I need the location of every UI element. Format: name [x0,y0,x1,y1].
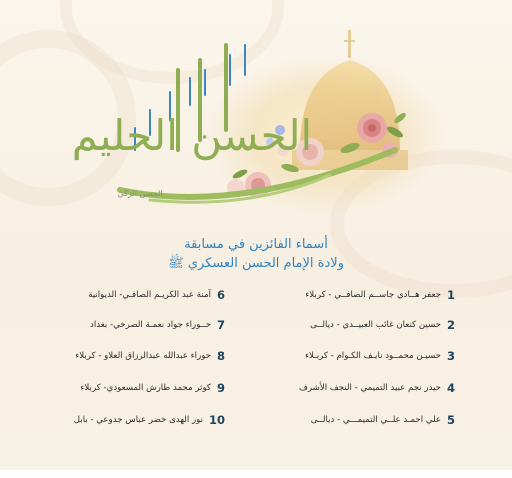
decorative-artwork [0,0,512,230]
winner-number: 9 [216,381,225,395]
calligraphy-signature: الحسن الزكي [117,189,163,198]
heading-line-2: ولادة الإمام الحسن العسكري ﷺ [168,256,344,271]
winner-number: 1 [446,288,455,302]
winner-entry [25,317,225,333]
winner-name: حــوراء جواد نعمـة الصرخي- بغداد [90,320,211,330]
winner-number: 10 [208,413,225,427]
winner-number: 7 [216,318,225,332]
winner-entry [255,317,455,333]
winner-name: حوراء عبدالله عبدالرزاق العلاو - كربلاء [75,351,211,361]
winner-entry [25,380,225,396]
winner-number: 8 [216,349,225,363]
winner-name: حيدر نجم عبيد التميمي - النجف الأشرف [298,383,441,393]
winner-entry [255,380,455,396]
winner-name: حسين كنعان غائب العبيــدي - ديالــى [310,320,441,330]
winner-name: حسيـن محمــود نايـف الكـوام - كربـلاء [305,351,441,361]
winner-entry [25,287,225,303]
calligraphy-main: الحسن الحليم [71,111,313,160]
winner-entry [25,412,225,428]
winner-entry [255,287,455,303]
winner-number: 4 [446,381,455,395]
winner-number: 3 [446,349,455,363]
winner-name: علي احمـد علــي التميمـــي - ديالــى [310,415,441,425]
winner-entry [25,348,225,364]
winner-number: 2 [446,318,455,332]
winner-name: جعفر هــادي جاســم الصافــي - كربلاء [305,290,441,300]
winner-number: 6 [216,288,225,302]
winner-entry [255,348,455,364]
winner-name: كوثر محمد طارش المسعودي- كربلاء [80,383,211,393]
heading-line-1: أسماء الفائزين في مسابقة [184,237,328,252]
winner-name: آمنة عبد الكريـم الصافـي- الديوانية [88,290,211,300]
winner-number: 5 [446,413,455,427]
winner-entry [255,412,455,428]
winner-name: نور الهدى خضر عباس جدوعي - بابل [73,415,203,425]
